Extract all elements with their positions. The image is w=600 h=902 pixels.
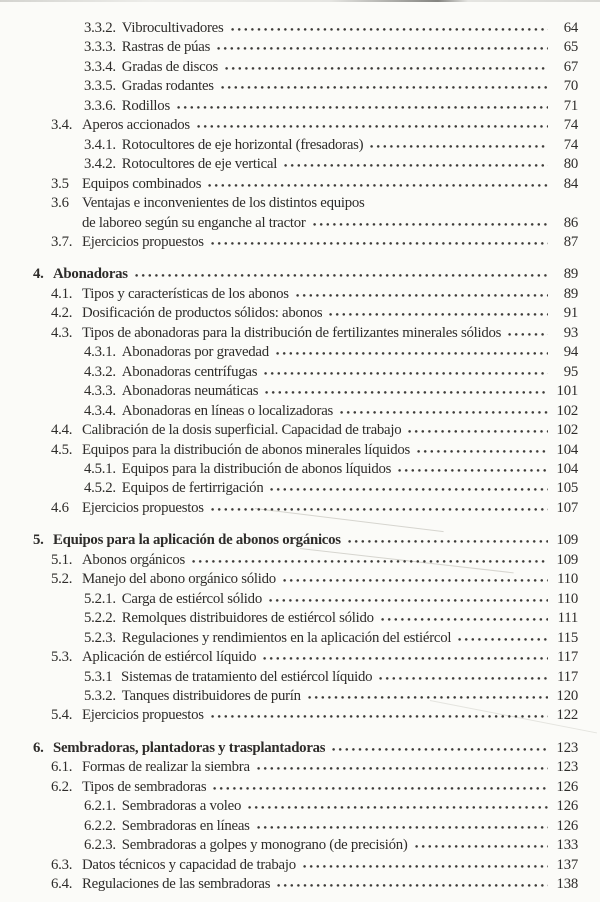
entry-page-number: 101 <box>556 383 578 400</box>
toc-entry <box>0 421 578 440</box>
dot-leader <box>257 825 548 830</box>
entry-number: 3.5 <box>51 175 69 192</box>
entry-page-number: 123 <box>556 759 578 776</box>
entry-title: Tipos de sembradoras <box>82 778 207 795</box>
entry-page-number: 110 <box>557 571 578 588</box>
toc-entry <box>0 363 578 382</box>
entry-number: 6.4. <box>51 876 73 893</box>
dot-leader <box>415 844 548 849</box>
entry-page-number: 111 <box>557 610 578 627</box>
dot-leader <box>265 390 548 395</box>
entry-page-number: 95 <box>563 363 578 380</box>
entry-page-number: 105 <box>556 480 578 497</box>
entry-page-number: 80 <box>563 156 578 173</box>
toc-entry <box>0 668 578 687</box>
entry-page-number: 74 <box>563 136 578 153</box>
dot-leader <box>217 46 548 51</box>
entry-number: 3.3.5. <box>84 78 116 95</box>
dot-leader <box>221 85 548 90</box>
toc-entry <box>0 817 578 836</box>
entry-number: 3.3.4. <box>84 58 116 75</box>
dot-leader <box>197 124 548 129</box>
entry-number: 5.1. <box>51 551 73 568</box>
entry-number: 6.2.1. <box>84 798 116 815</box>
toc-entry <box>0 285 578 304</box>
entry-number: 3.3.6. <box>84 97 116 114</box>
dot-leader <box>231 27 549 32</box>
toc-entry <box>0 175 578 194</box>
entry-page-number: 67 <box>563 58 578 75</box>
entry-page-number: 117 <box>557 649 578 666</box>
toc-entry <box>0 97 578 116</box>
toc-entry <box>0 758 578 777</box>
dot-leader <box>313 222 548 227</box>
entry-page-number: 107 <box>556 499 578 516</box>
entry-page-number: 123 <box>556 739 578 756</box>
entry-title: Sembradoras en líneas <box>121 817 250 834</box>
entry-number: 4.2. <box>51 305 73 322</box>
toc-entry <box>0 499 578 518</box>
toc-entry <box>0 58 578 77</box>
entry-title: Abonadoras centrífugas <box>121 363 258 380</box>
entry-number: 5.3.1 <box>84 668 113 685</box>
dot-leader <box>408 429 548 434</box>
toc-entry <box>0 590 578 609</box>
entry-page-number: 86 <box>563 214 578 231</box>
entry-number: 3.7. <box>51 233 73 250</box>
dot-leader <box>135 273 548 278</box>
entry-number: 4.3.3. <box>84 383 116 400</box>
toc-section <box>0 531 578 726</box>
entry-title: Abonadoras <box>53 266 128 283</box>
entry-page-number: 93 <box>563 324 578 341</box>
entry-number: 4.3.1. <box>84 344 116 361</box>
entry-number: 3.6 <box>51 195 69 212</box>
entry-number: 3.4.1. <box>84 136 116 153</box>
dot-leader <box>348 539 548 544</box>
dot-leader <box>283 578 548 583</box>
entry-number: 5.2.1. <box>84 590 116 607</box>
entry-page-number: 133 <box>556 837 578 854</box>
entry-title: Abonadoras en líneas o localizadoras <box>121 402 334 419</box>
dot-leader <box>370 144 548 149</box>
dot-leader <box>398 468 548 473</box>
entry-page-number: 102 <box>556 422 578 439</box>
toc-entry <box>0 531 578 550</box>
toc-entry <box>0 116 578 135</box>
entry-title: Abonos orgánicos <box>82 551 185 568</box>
entry-page-number: 89 <box>563 285 578 302</box>
entry-page-number: 64 <box>563 20 578 36</box>
dot-leader <box>248 805 548 810</box>
dot-leader <box>329 312 548 317</box>
toc-section <box>0 739 578 895</box>
entry-title: Sembradoras, plantadoras y trasplantadoras <box>53 739 326 756</box>
entry-title: Tipos de abonadoras para la distribución de fertilizantes minerales sólidos <box>82 324 502 341</box>
dot-leader <box>508 332 548 337</box>
dot-leader <box>257 766 548 771</box>
toc-entry <box>0 629 578 648</box>
entry-number: 3.4.2. <box>84 156 116 173</box>
entry-page-number: 91 <box>563 305 578 322</box>
entry-title: Tanques distribuidores de purín <box>121 687 301 704</box>
entry-number: 6.2.2. <box>84 817 116 834</box>
entry-number: 5.2. <box>51 571 73 588</box>
entry-title: Carga de estiércol sólido <box>121 590 262 607</box>
entry-number: 5.3. <box>51 649 73 666</box>
toc-entry <box>0 778 578 797</box>
dot-leader <box>208 183 548 188</box>
toc-entry <box>0 214 578 233</box>
entry-title: Regulaciones y rendimientos en la aplicación del estiércol <box>121 629 452 646</box>
entry-title: Regulaciones de las sembradoras <box>82 876 271 893</box>
dot-leader <box>213 786 548 791</box>
entry-number: 4.6 <box>51 499 69 516</box>
entry-page-number: 87 <box>563 233 578 250</box>
entry-title: Vibrocultivadores <box>121 20 224 36</box>
entry-title: Ejercicios propuestos <box>82 233 204 250</box>
dot-leader <box>225 66 548 71</box>
toc-entry <box>0 687 578 706</box>
toc-entry <box>0 324 578 343</box>
entry-number: 4.3. <box>51 324 73 341</box>
dot-leader <box>211 714 548 719</box>
entry-number: 4.5.2. <box>84 480 116 497</box>
toc-entry <box>0 304 578 323</box>
entry-title: Manejo del abono orgánico sólido <box>82 571 276 588</box>
entry-title: Ejercicios propuestos <box>82 499 204 516</box>
entry-page-number: 126 <box>556 778 578 795</box>
toc-entry <box>0 875 578 894</box>
entry-page-number: 120 <box>556 687 578 704</box>
toc-section <box>0 265 578 518</box>
dot-leader <box>211 241 548 246</box>
toc-entry <box>0 836 578 855</box>
toc-entry <box>0 155 578 174</box>
toc-entry <box>0 739 578 758</box>
entry-title: Rodillos <box>121 97 170 114</box>
dot-leader <box>379 676 548 681</box>
toc-entry <box>0 343 578 362</box>
entry-number: 5.3.2. <box>84 687 116 704</box>
entry-page-number: 137 <box>556 856 578 873</box>
toc-entry <box>0 648 578 667</box>
entry-number: 4.3.2. <box>84 363 116 380</box>
entry-title: Datos técnicos y capacidad de trabajo <box>82 856 296 873</box>
entry-page-number: 110 <box>557 590 578 607</box>
entry-number: 4.3.4. <box>84 402 116 419</box>
dot-leader <box>264 371 548 376</box>
entry-page-number: 104 <box>556 441 578 458</box>
entry-page-number: 117 <box>557 668 578 685</box>
entry-title: Equipos para la aplicación de abonos orgánicos <box>53 532 341 549</box>
entry-title: Equipos para la distribución de abonos minerales líquidos <box>82 441 411 458</box>
entry-number: 3.4. <box>51 117 73 134</box>
entry-number: 6. <box>33 739 44 756</box>
entry-page-number: 65 <box>563 39 578 56</box>
entry-page-number: 115 <box>557 629 578 646</box>
toc-entry <box>0 706 578 725</box>
toc-entry <box>0 609 578 628</box>
entry-number: 5.2.3. <box>84 629 116 646</box>
dot-leader <box>192 559 548 564</box>
dot-leader <box>277 883 548 888</box>
toc-entry <box>0 19 578 38</box>
entry-page-number: 138 <box>556 876 578 893</box>
toc-entry <box>0 797 578 816</box>
entry-title: Abonadoras por gravedad <box>121 344 269 361</box>
entry-title: Ventajas e inconvenientes de los distintos equipos <box>82 195 365 212</box>
entry-page-number: 126 <box>556 817 578 834</box>
entry-title: Dosificación de productos sólidos: abonos <box>82 305 323 322</box>
entry-title: Aplicación de estiércol líquido <box>82 649 257 666</box>
entry-title: Equipos combinados <box>82 175 202 192</box>
entry-page-number: 71 <box>563 97 578 114</box>
dot-leader <box>340 410 548 415</box>
entry-title: de laboreo según su enganche al tractor <box>82 214 306 231</box>
dot-leader <box>417 449 548 454</box>
entry-page-number: 126 <box>556 798 578 815</box>
entry-title: Equipos para la distribución de abonos líquidos <box>121 460 392 477</box>
toc-entry <box>0 233 578 252</box>
dot-leader <box>177 105 548 110</box>
toc-entry <box>0 265 578 284</box>
dot-leader <box>303 864 548 869</box>
entry-title: Ejercicios propuestos <box>82 707 204 724</box>
dot-leader <box>458 637 548 642</box>
entry-title: Rotocultores de eje vertical <box>121 156 278 173</box>
dot-leader <box>269 598 548 603</box>
entry-title: Abonadoras neumáticas <box>121 383 259 400</box>
entry-number: 5.4. <box>51 707 73 724</box>
toc-entry <box>0 382 578 401</box>
entry-number: 4.5.1. <box>84 460 116 477</box>
toc-entry <box>0 856 578 875</box>
scan-artifact-top-edge <box>0 0 600 2</box>
entry-number: 5.2.2. <box>84 610 116 627</box>
entry-title: Rastras de púas <box>121 39 211 56</box>
toc-entry <box>0 136 578 155</box>
entry-number: 4.4. <box>51 422 73 439</box>
entry-title: Equipos de fertirrigación <box>121 480 264 497</box>
toc-entry <box>0 194 578 213</box>
dot-leader <box>270 487 548 492</box>
entry-number: 4. <box>33 266 44 283</box>
entry-page-number: 122 <box>556 707 578 724</box>
toc-entry <box>0 460 578 479</box>
entry-page-number: 84 <box>563 175 578 192</box>
entry-number: 5. <box>33 532 44 549</box>
entry-title: Gradas rodantes <box>121 78 214 95</box>
entry-title: Sembradoras a voleo <box>121 798 242 815</box>
toc-entry <box>0 38 578 57</box>
entry-title: Rotocultores de eje horizontal (fresadoras) <box>121 136 364 153</box>
entry-page-number: 104 <box>556 460 578 477</box>
entry-page-number: 89 <box>563 266 578 283</box>
toc-entry <box>0 402 578 421</box>
entry-title: Formas de realizar la siembra <box>82 759 250 776</box>
toc-entry <box>0 77 578 96</box>
dot-leader <box>211 507 548 512</box>
entry-number: 3.3.3. <box>84 39 116 56</box>
entry-page-number: 94 <box>563 344 578 361</box>
entry-number: 6.2.3. <box>84 837 116 854</box>
entry-number: 6.2. <box>51 778 73 795</box>
dot-leader <box>284 163 548 168</box>
entry-title: Aperos accionados <box>82 117 190 134</box>
entry-page-number: 70 <box>563 78 578 95</box>
entry-title: Remolques distribuidores de estiércol sólido <box>121 610 374 627</box>
entry-title: Sembradoras a golpes y monograno (de precisión) <box>121 837 408 854</box>
entry-title: Gradas de discos <box>121 58 219 75</box>
entry-title: Tipos y características de los abonos <box>82 285 289 302</box>
entry-page-number: 74 <box>563 117 578 134</box>
entry-number: 4.1. <box>51 285 73 302</box>
toc-entry <box>0 479 578 498</box>
dot-leader <box>276 351 548 356</box>
entry-title: Sistemas de tratamiento del estiércol líquido <box>121 668 373 685</box>
entry-number: 6.3. <box>51 856 73 873</box>
toc-section <box>0 19 578 252</box>
entry-number: 6.1. <box>51 759 73 776</box>
toc-entry <box>0 441 578 460</box>
dot-leader <box>296 293 548 298</box>
entry-number: 4.5. <box>51 441 73 458</box>
dot-leader <box>332 747 548 752</box>
entry-page-number: 102 <box>556 402 578 419</box>
dot-leader <box>263 656 548 661</box>
toc-entry <box>0 570 578 589</box>
entry-title: Calibración de la dosis superficial. Capacidad de trabajo <box>82 422 402 439</box>
entry-page-number: 109 <box>556 551 578 568</box>
dot-leader <box>308 695 548 700</box>
dot-leader <box>381 617 548 622</box>
entry-page-number: 109 <box>556 532 578 549</box>
entry-number: 3.3.2. <box>84 20 116 36</box>
table-of-contents <box>0 19 578 894</box>
toc-entry <box>0 551 578 570</box>
